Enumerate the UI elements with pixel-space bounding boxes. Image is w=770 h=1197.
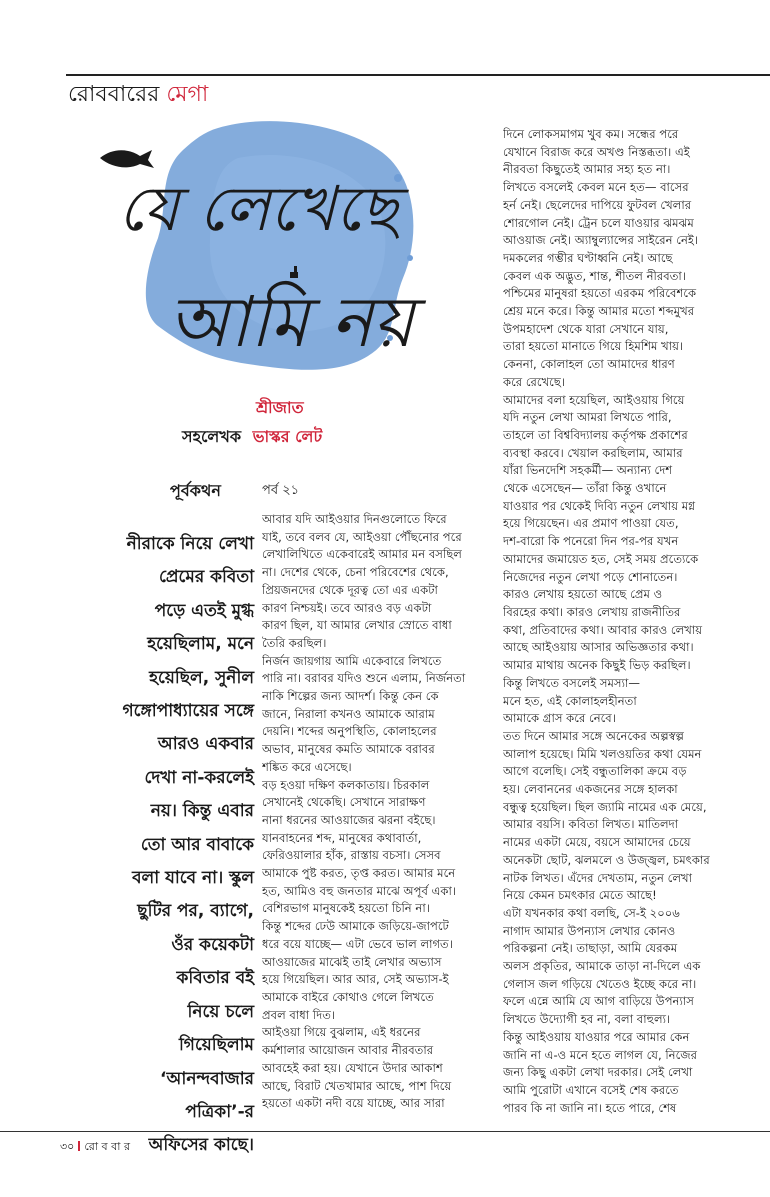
article-line: আবার যদি আইওয়ার দিনগুলোতে ফিরে [262,512,447,526]
article-line: না। দেশের থেকে, চেনা পরিবেশের থেকে, [262,565,449,580]
article-line: আমার মাথায় অনেক কিছুই ভিড় করছিল। [503,658,691,673]
art-title-line2: আমি নয় [168,281,414,363]
coauthor-prefix: সহলেখক [182,427,242,446]
article-line: দমকলের গম্ভীর ঘণ্টাধ্বনি নেই। আছে [503,250,673,265]
article-line: যেখানে বিরাজ করে অখণ্ড নিস্তব্ধতা। এই [503,144,690,159]
article-line: আমাকে পুষ্ট করত, তৃপ্ত করত। আমার মনে [262,866,456,881]
article-line: ব্যবস্থা করবে। খেয়াল করছিলাম, আমার [503,445,683,460]
article-line: উপমহাদেশ থেকে যারা সেখানে যায়, [503,321,669,336]
article-line: নাগাদ আমার উপন্যাস লেখার কোনও [503,923,676,938]
article-line: পরিকল্পনা নেই। তাছাড়া, আমি যেরকম [503,941,678,956]
article-line: আইওয়া গিয়ে বুঝলাম, এই ধরনের [262,1025,421,1040]
pull-quote-line: বলা যাবে না। স্কুল [132,868,254,889]
article-line: হয়তো একটা নদী বয়ে যাচ্ছে, আর সারা [262,1096,445,1111]
title-artwork [98,118,428,388]
article-line: দিনে লোকসমাগম খুব কম। সন্ধের পরে [503,127,679,141]
article-line: যদি নতুন লেখা আমরা লিখতে পারি, [503,410,672,425]
article-line: ফেরিওয়ালার হাঁক, রাস্তায় বচসা। সেসব [262,848,441,863]
article-column-middle [262,511,494,1113]
article-line: নাটক লিখত। এঁদের দেখতাম, নতুন লেখা [503,870,692,885]
article-line: কারণ নিশ্চয়ই। তবে আরও বড় একটা [262,600,432,615]
article-line: হর্ন নেই। ছেলেদের দাপিয়ে ফুটবল খেলার [503,197,692,212]
author-name: শ্রীজাত [256,398,304,417]
article-line: কিন্তু লিখতে বসলেই সমস্যা— [503,675,640,690]
article-line: তারা হয়তো মানাতে গিয়ে হিমশিম খায়। [503,339,684,354]
fish-icon [100,150,154,168]
article-line: আগে বলেছি। সেই বন্ধুতালিকা ক্রমে বড় [503,764,687,779]
pull-quote-line: অফিসের কাছে। [148,1135,254,1156]
pull-quote-line: পত্রিকা’-র [185,1101,254,1122]
article-line: এটা যখনকার কথা বলছি, সে-ই ২০০৬ [503,905,680,920]
article-line: আছে আইওয়ায় আসার অভিজ্ঞতার কথা। [503,640,694,655]
article-line: আমাদের বলা হয়েছিল, আইওয়ায় গিয়ে [503,392,685,407]
pull-quote-line: ‘আনন্দবাজার [160,1068,254,1089]
article-line: নিজেদের নতুন লেখা পড়ে শোনাতেন। [503,569,678,584]
article-line: দেয়নি। শব্দের অনুপস্থিতি, কোলাহলের [262,724,437,739]
article-line: আবহেই করা হয়। যেখানে উদার আকাশ [262,1060,443,1075]
coauthor-line [182,424,322,451]
pull-quote-line: গিয়েছিলাম [178,1035,254,1056]
article-line: যাঁরা ভিনদেশি সহকর্মী— অন্যান্য দেশ [503,463,673,478]
article-line: যাওয়ার পর থেকেই দিব্যি নতুন লেখায় মগ্ন [503,498,696,513]
footer-divider [78,1141,80,1151]
article-line: অভাব, মানুষের কমতি আমাকে বরাবর [262,742,435,757]
article-line: কিন্তু শব্দের ঢেউ আমাকে জড়িয়ে-জাপটে [262,919,449,934]
article-column-right [503,126,765,1117]
article-line: হত, আমিও বহু জনতার মাঝে অপূর্ব একা। [262,883,457,898]
article-line: হয়ে গিয়েছেন। এর প্রমাণ পাওয়া যেত, [503,516,679,531]
page-number: ৩০ [60,1140,75,1153]
article-line: পশ্চিমের মানুষরা হয়তো এরকম পরিবেশকে [503,286,697,301]
article-line: হয়। লেবাননের একজনের সঙ্গে হালকা [503,782,678,797]
bottom-rule [0,1131,770,1132]
article-line: কর্মশালার আয়োজন আবার নীরবতার [262,1043,434,1058]
pull-quote-line: দেখা না-করলেই [144,767,254,788]
article-line: আছে, বিরাট খেতখামার আছে, পাশ দিয়ে [262,1078,452,1093]
article-line: সেখানেই থেকেছি। সেখানে সারাক্ষণ [262,795,426,810]
article-line: পারি না। বরাবর যদিও শুনে এলাম, নির্জনতা [262,671,466,686]
article-line: তাহলে তা বিশ্ববিদ্যালয় কর্তৃপক্ষ প্রকাশের [503,427,688,442]
article-line: নানা ধরনের আওয়াজের ঝরনা বইছে। [262,812,436,827]
article-line: বন্ধুত্ব হয়েছিল। ছিল জ্যামি নামের এক মেয়ে, [503,799,707,814]
article-line: আওয়াজ নেই। অ্যাম্বুল্যান্সের সাইরেন নেই। [503,233,699,248]
top-rule [66,74,770,76]
pull-quote [62,528,254,1163]
article-line: আমি পুরোটা এখানে বসেই শেষ করতে [503,1082,679,1097]
page-footer [60,1138,130,1157]
article-line: নামের একটা মেয়ে, বয়সে আমাদের চেয়ে [503,835,691,850]
section-label: পূর্বকথন [170,481,221,500]
article-line: নিয়ে কেমন চমৎকার মেতে আছে! [503,888,657,903]
article-line: প্রবল বাধা দিত। [262,1007,336,1022]
article-line: অলস প্রকৃতির, আমাকে তাড়া না-দিলে এক [503,959,701,974]
article-line: শোরগোল নেই। ট্রেন চলে যাওয়ার ঝমঝম [503,215,694,230]
article-line: কেবল এক অদ্ভুত, শান্ত, শীতল নীরবতা। [503,268,686,283]
article-line: আওয়াজের মাঝেই তাই লেখার অভ্যাস [262,954,442,969]
pull-quote-line: গঙ্গোপাধ্যায়ের সঙ্গে [122,701,254,722]
article-line: নীরবতা কিছুতেই আমার সহ্য হত না। [503,162,671,177]
article-line: আমার বয়সি। কবিতা লিখত। মাতিলদা [503,817,679,832]
art-title-line1: যে লেখেছে [118,172,399,245]
article-line: কারণ ছিল, যা আমার লেখার স্রোতে বাধা [262,618,452,633]
article-line: যাই, তবে বলব যে, আইওয়া পৌঁছনোর পরে [262,529,462,544]
pull-quote-line: পড়ে এতই মুগ্ধ [154,600,254,621]
article-line: ফলে এন্নে আমি যে আগ বাড়িয়ে উপন্যাস [503,994,694,1009]
article-line: বড় হওয়া দক্ষিণ কলকাতায়। চিরকাল [262,777,430,792]
pull-quote-line: ওঁর কয়েকটা [171,934,254,955]
article-line: জানে, নিরালা কখনও আমাকে আরাম [262,706,435,721]
article-line: যানবাহনের শব্দ, মানুষের কথাবার্তা, [262,830,422,845]
magazine-name: রো ব বা র [84,1140,130,1153]
article-line: অনেকটা ছোট, ঝলমলে ও উজ্জ্বল, চমৎকার [503,852,710,867]
article-line: বিরহের কথা। কারও লেখায় রাজনীতির [503,604,681,619]
article-line: বেশিরভাগ মানুষকেই হয়তো চিনি না। [262,901,430,916]
pull-quote-line: কবিতার বই [176,968,254,989]
pull-quote-line: হয়েছিল, সুনীল [149,667,254,688]
article-line: হয়ে গিয়েছিল। আর আর, সেই অভ্যাস-ই [262,972,449,987]
pull-quote-line: আরও একবার [157,734,254,755]
article-line: করে রেখেছে। [503,374,566,389]
article-line: পারব কি না জানি না। হতে পারে, শেষ [503,1100,677,1115]
article-line: কথা, প্রতিবাদের কথা। আবার কারও লেখায় [503,622,703,637]
article-line: শঙ্কিত করে এসেছে। [262,759,352,774]
part-label: পর্ব ২১ [262,483,300,498]
article-line: প্রিয়জনদের থেকে দূরত্ব তো এর একটা [262,582,438,597]
article-line: তৈরি করছিল। [262,635,327,650]
article-line: তত দিনে আমার সঙ্গে অনেকের অল্পস্বল্প [503,728,684,743]
article-line: শ্রেয় মনে করে। কিন্তু আমার মতো শব্দমুখর [503,304,695,319]
article-line: দশ-বারো কি পনেরো দিন পর-পর যখন [503,534,679,549]
article-line: কেননা, কোলাহল তো আমাদের ধারণ [503,357,675,372]
article-line: আলাপ হয়েছে। মিমি খলওয়তির কথা যেমন [503,746,702,761]
coauthor-name: ভাস্কর লেট [252,427,323,446]
article-line: নির্জন জায়গায় আমি একেবারে লিখতে [262,653,442,668]
series-accent: মেগা [166,82,209,107]
article-line: লেখালিখিতে একেবারেই আমার মন বসছিল [262,547,462,562]
article-line: কিন্তু আইওয়ায় যাওয়ার পরে আমার কেন [503,1029,690,1044]
series-title [68,80,208,110]
pull-quote-line: নয়। কিন্তু এবার [150,801,254,822]
pull-quote-line: ছুটির পর, ব্যাগে, [137,901,254,922]
article-line: আমাকে বাইরে কোথাও গেলে লিখতে [262,989,434,1004]
article-line: লিখতে বসলেই কেবল মনে হত— বাসের [503,180,689,195]
pull-quote-line: হয়েছিলাম, মনে [147,634,254,655]
article-line: মনে হত, এই কোলাহলহীনতা [503,693,637,708]
article-line: জানি না এ-ও মনে হতে লাগল যে, নিজের [503,1047,698,1062]
title-artwork-svg [98,118,428,388]
article-line: আমাদের জমায়েত হত, সেই সময় প্রত্যেকে [503,551,699,566]
pull-quote-line: তো আর বাবাকে [140,834,254,855]
article-line: আমাকে গ্রাস করে নেবে। [503,711,616,726]
article-line: নাকি শিল্পের জন্য আদর্শ। কিন্তু কেন কে [262,689,439,704]
pull-quote-line: প্রেমের কবিতা [158,567,254,588]
article-line: জন্য কিছু একটা লেখা দরকার। সেই লেখা [503,1065,693,1080]
article-line: থেকে এসেছেন— তাঁরা কিন্তু ওখানে [503,481,667,496]
series-prefix: রোববারের [68,82,160,107]
article-line: ধরে বয়ে যাচ্ছে— এটা ভেবে ভাল লাগত। [262,936,453,951]
article-line: লিখতে উদ্যোগী হব না, বলা বাহুল্য। [503,1012,671,1027]
article-line: কারও লেখায় হয়তো আছে প্রেম ও [503,587,663,602]
pull-quote-line: নিয়ে চলে [187,1001,254,1022]
article-line: গেলাস জল গড়িয়ে খেতেও ইচ্ছে করে না। [503,976,697,991]
pull-quote-line: নীরাকে নিয়ে লেখা [126,534,254,554]
